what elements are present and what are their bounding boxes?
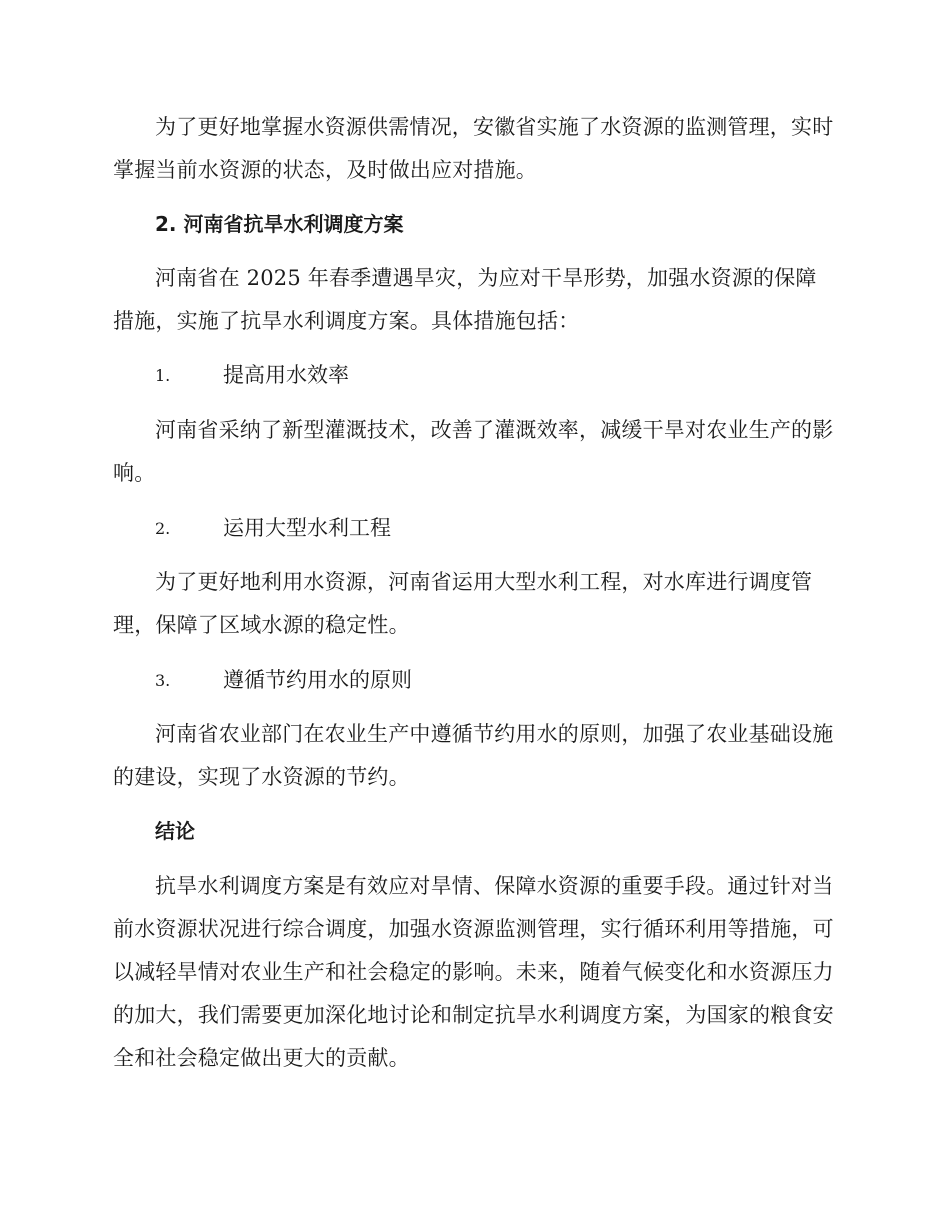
list-item [113,354,349,397]
list-item-number: 3. [155,671,171,690]
list-item-body: 河南省采纳了新型灌溉技术，改善了灌溉效率，减缓干旱对农业生产的影响。 [113,418,834,485]
list-item-title: 运用大型水利工程 [223,516,391,540]
list-item-number: 2. [155,519,171,538]
section-intro-paragraph: 河南省在 2025 年春季遭遇旱灾，为应对干旱形势，加强水资源的保障措施，实施了抗旱水利调度方案。具体措施包括： [113,266,817,333]
list-item [113,507,391,550]
list-item-body: 河南省农业部门在农业生产中遵循节约用水的原则，加强了农业基础设施的建设，实现了水资源的节约。 [113,722,834,789]
conclusion-paragraph: 抗旱水利调度方案是有效应对旱情、保障水资源的重要手段。通过针对当前水资源状况进行综合调度，加强水资源监测管理，实行循环利用等措施，可以减轻旱情对农业生产和社会稳定的影响。未来，随着气候变化和水资源压力的加大，我们需要更加深化地讨论和制定抗旱水利调度方案，为国家的粮食安全和社会稳定做出更大的贡献。 [113,874,834,1070]
intro-paragraph: 为了更好地掌握水资源供需情况，安徽省实施了水资源的监测管理，实时掌握当前水资源的状态，及时做出应对措施。 [113,115,834,182]
section-heading: 2. 河南省抗旱水利调度方案 [155,212,404,236]
conclusion-heading: 结论 [155,819,195,843]
list-item [113,659,412,702]
list-item-body: 为了更好地利用水资源，河南省运用大型水利工程，对水库进行调度管理，保障了区域水源的稳定性。 [113,570,813,637]
list-item-title: 提高用水效率 [223,363,349,387]
list-item-title: 遵循节约用水的原则 [223,668,412,692]
list-item-number: 1. [155,366,171,385]
